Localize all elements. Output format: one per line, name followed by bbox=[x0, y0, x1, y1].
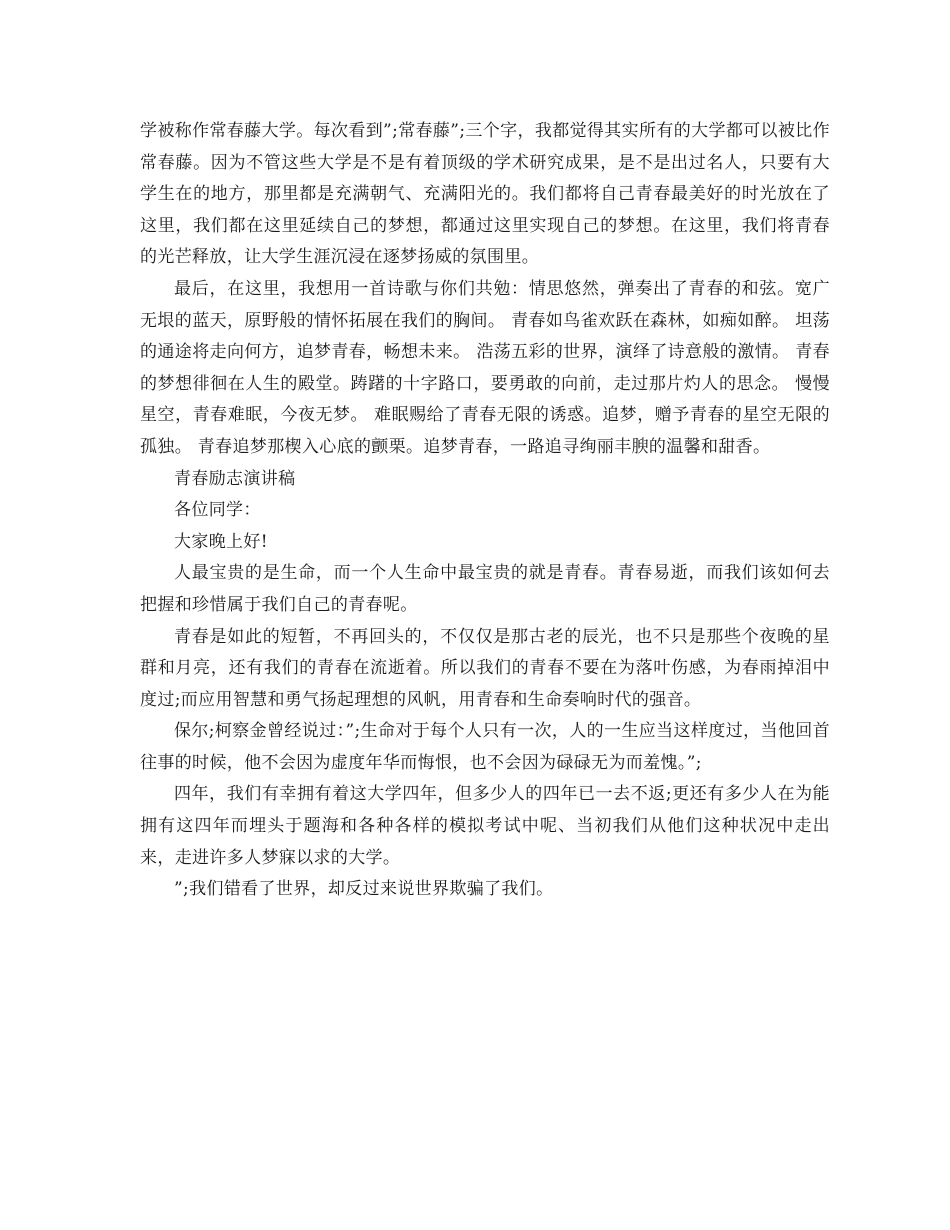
paragraph-1: 学被称作常春藤大学。每次看到”;常春藤”;三个字，我都觉得其实所有的大学都可以被比作常春藤。因为不管这些大学是不是有着顶级的学术研究成果，是不是出过名人，只要有大学生在的地方，那里都是充满朝气、充满阳光的。我们都将自己青春最美好的时光放在了这里，我们都在这里延续自己的梦想，都通过这里实现自己的梦想。在这里，我们将青春的光芒释放，让大学生涯沉浸在逐梦扬威的氛围里。 bbox=[140, 121, 830, 268]
speech-title: 青春励志演讲稿 bbox=[174, 468, 296, 489]
greeting: 大家晚上好! bbox=[174, 531, 268, 552]
paragraph-7: 青春是如此的短暂，不再回头的，不仅仅是那古老的辰光，也不只是那些个夜晚的星群和月亮，还有我们的青春在流逝着。所以我们的青春不要在为落叶伤感，为春雨掉泪中度过;而应用智慧和勇气扬起理想的风帆，用青春和生命奏响时代的强音。 bbox=[140, 626, 830, 710]
document-body bbox=[140, 116, 830, 906]
salutation: 各位同学： bbox=[174, 500, 261, 521]
paragraph-9: 四年，我们有幸拥有着这大学四年，但多少人的四年已一去不返;更还有多少人在为能拥有这四年而埋头于题海和各种各样的模拟考试中呢、当初我们从他们这种状况中走出来，走进许多人梦寐以求的大学。 bbox=[140, 784, 830, 868]
paragraph-8: 保尔;柯察金曾经说过：”;生命对于每个人只有一次，人的一生应当这样度过，当他回首往事的时候，他不会因为虚度年华而悔恨，也不会因为碌碌无为而羞愧。”; bbox=[140, 721, 830, 773]
paragraph-10: ”;我们错看了世界，却反过来说世界欺骗了我们。 bbox=[174, 879, 554, 900]
paragraph-6: 人最宝贵的是生命，而一个人生命中最宝贵的就是青春。青春易逝，而我们该如何去把握和珍惜属于我们自己的青春呢。 bbox=[140, 563, 830, 615]
paragraph-2: 最后，在这里，我想用一首诗歌与你们共勉：情思悠然，弹奏出了青春的和弦。宽广无垠的蓝天，原野般的情怀拓展在我们的胸间。 青春如鸟雀欢跃在森林，如痴如醉。 坦荡的通途将走向何方，追梦青春，畅想未来。 浩荡五彩的世界，演绎了诗意般的激情。 青春的梦想徘徊在人生的殿堂。踌躇的十字路口，要勇敢的向前，走过那片灼人的思念。 慢慢星空，青春难眠，今夜无梦。 难眠赐给了青春无限的诱惑。追梦，赠予青春的星空无限的孤独。 青春追梦那楔入心底的颤栗。追梦青春，一路追寻绚丽丰腴的温馨和甜香。 bbox=[140, 278, 830, 457]
